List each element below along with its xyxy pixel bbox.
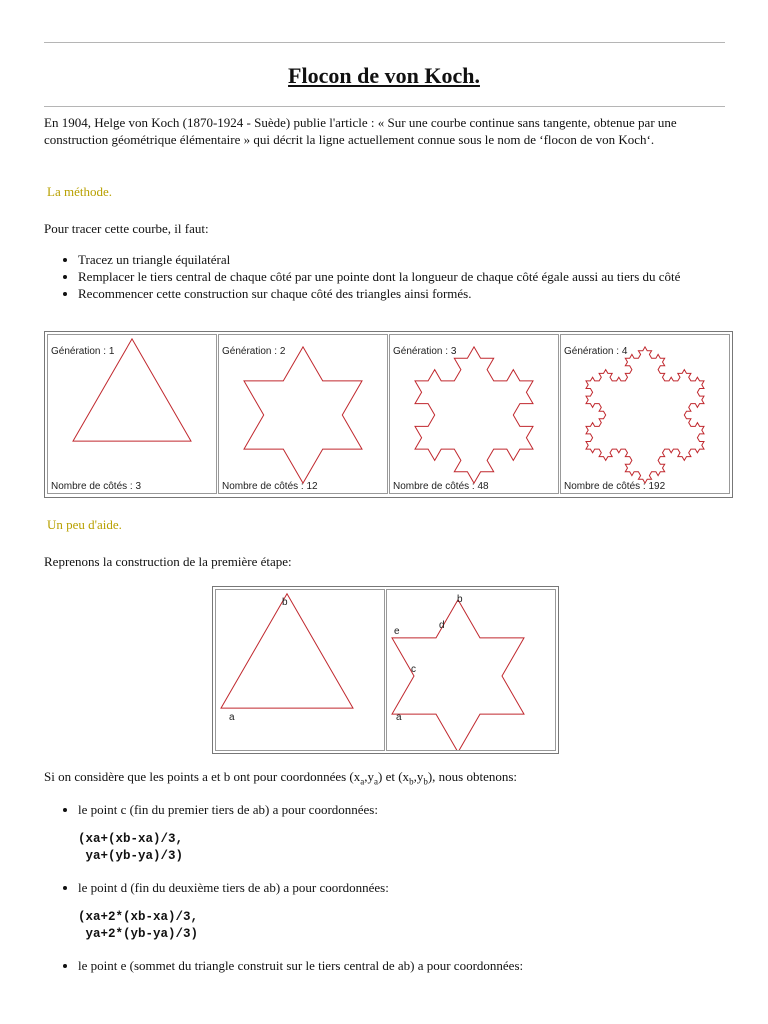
section-heading-method: La méthode. xyxy=(47,184,112,199)
point-label-d: d xyxy=(439,620,445,631)
point-e-item xyxy=(44,957,758,974)
formula-point-c: (xa+(xb-xa)/3, ya+(yb-ya)/3) xyxy=(78,832,184,863)
point-c-item xyxy=(44,801,758,818)
list-item: • Recommencer cette construction sur chaque côté des triangles ainsi formés. xyxy=(78,285,758,302)
sides-label: Nombre de côtés : 3 xyxy=(51,481,142,492)
title-rule xyxy=(44,106,725,107)
formula-point-d: (xa+2*(xb-xa)/3, ya+2*(yb-ya)/3) xyxy=(78,910,199,941)
koch-curve-gen-4 xyxy=(561,335,729,493)
point-label-c: c xyxy=(411,664,416,675)
method-steps xyxy=(44,251,758,302)
koch-curve-gen-3 xyxy=(390,335,558,493)
construction-star xyxy=(387,590,555,750)
generation-panel-2 xyxy=(218,334,388,494)
construction-panel-star xyxy=(386,589,556,751)
point-label-a: a xyxy=(396,712,402,723)
generation-label: Génération : 2 xyxy=(222,346,286,357)
construction-figure xyxy=(212,586,559,754)
point-label-b: b xyxy=(457,594,463,605)
list-item: • le point c (fin du premier tiers de ab) a pour coordonnées: xyxy=(78,801,758,818)
sides-label: Nombre de côtés : 12 xyxy=(222,481,318,492)
point-label-e: e xyxy=(394,626,400,637)
section-heading-help: Un peu d'aide. xyxy=(47,517,122,532)
generation-panel-4 xyxy=(560,334,730,494)
list-item: • Tracez un triangle équilatéral xyxy=(78,251,758,268)
generation-label: Génération : 1 xyxy=(51,346,115,357)
point-label-b: b xyxy=(282,597,288,608)
sides-label: Nombre de côtés : 192 xyxy=(564,481,666,492)
point-d-item xyxy=(44,879,758,896)
list-item: • le point e (sommet du triangle construit sur le tiers central de ab) a pour coordonnées: xyxy=(78,957,758,974)
generation-panel-3 xyxy=(389,334,559,494)
generation-label: Génération : 4 xyxy=(564,346,628,357)
koch-curve-gen-1 xyxy=(48,335,216,493)
construction-intro: Reprenons la construction de la première étape: xyxy=(44,554,292,569)
construction-triangle xyxy=(216,590,384,750)
generations-figure xyxy=(44,331,733,498)
list-item: • Remplacer le tiers central de chaque côté par une pointe dont la longueur de chaque côté égale aussi au tiers du côté xyxy=(78,268,758,285)
construction-panel-triangle xyxy=(215,589,385,751)
generation-panel-1 xyxy=(47,334,217,494)
list-item: • le point d (fin du deuxième tiers de ab) a pour coordonnées: xyxy=(78,879,758,896)
method-intro: Pour tracer cette courbe, il faut: xyxy=(44,221,209,236)
coordinates-sentence: Si on considère que les points a et b ont pour coordonnées $(x_a,y_a)$ et $(x_b,y_b)$, nous obtenons: xyxy=(44,769,518,787)
intro-paragraph: En 1904, Helge von Koch (1870-1924 - Suède) publie l'article : « Sur une courbe continue sans tangente, obtenue par une construction géométrique élémentaire » qui décrit la ligne actuellement connue sous le nom de ‘flocon de von Koch‘. xyxy=(44,115,677,147)
point-label-a: a xyxy=(229,712,235,723)
generation-label: Génération : 3 xyxy=(393,346,457,357)
page-title: Flocon de von Koch. xyxy=(288,63,480,88)
top-rule xyxy=(44,42,725,43)
koch-curve-gen-2 xyxy=(219,335,387,493)
sides-label: Nombre de côtés : 48 xyxy=(393,481,489,492)
